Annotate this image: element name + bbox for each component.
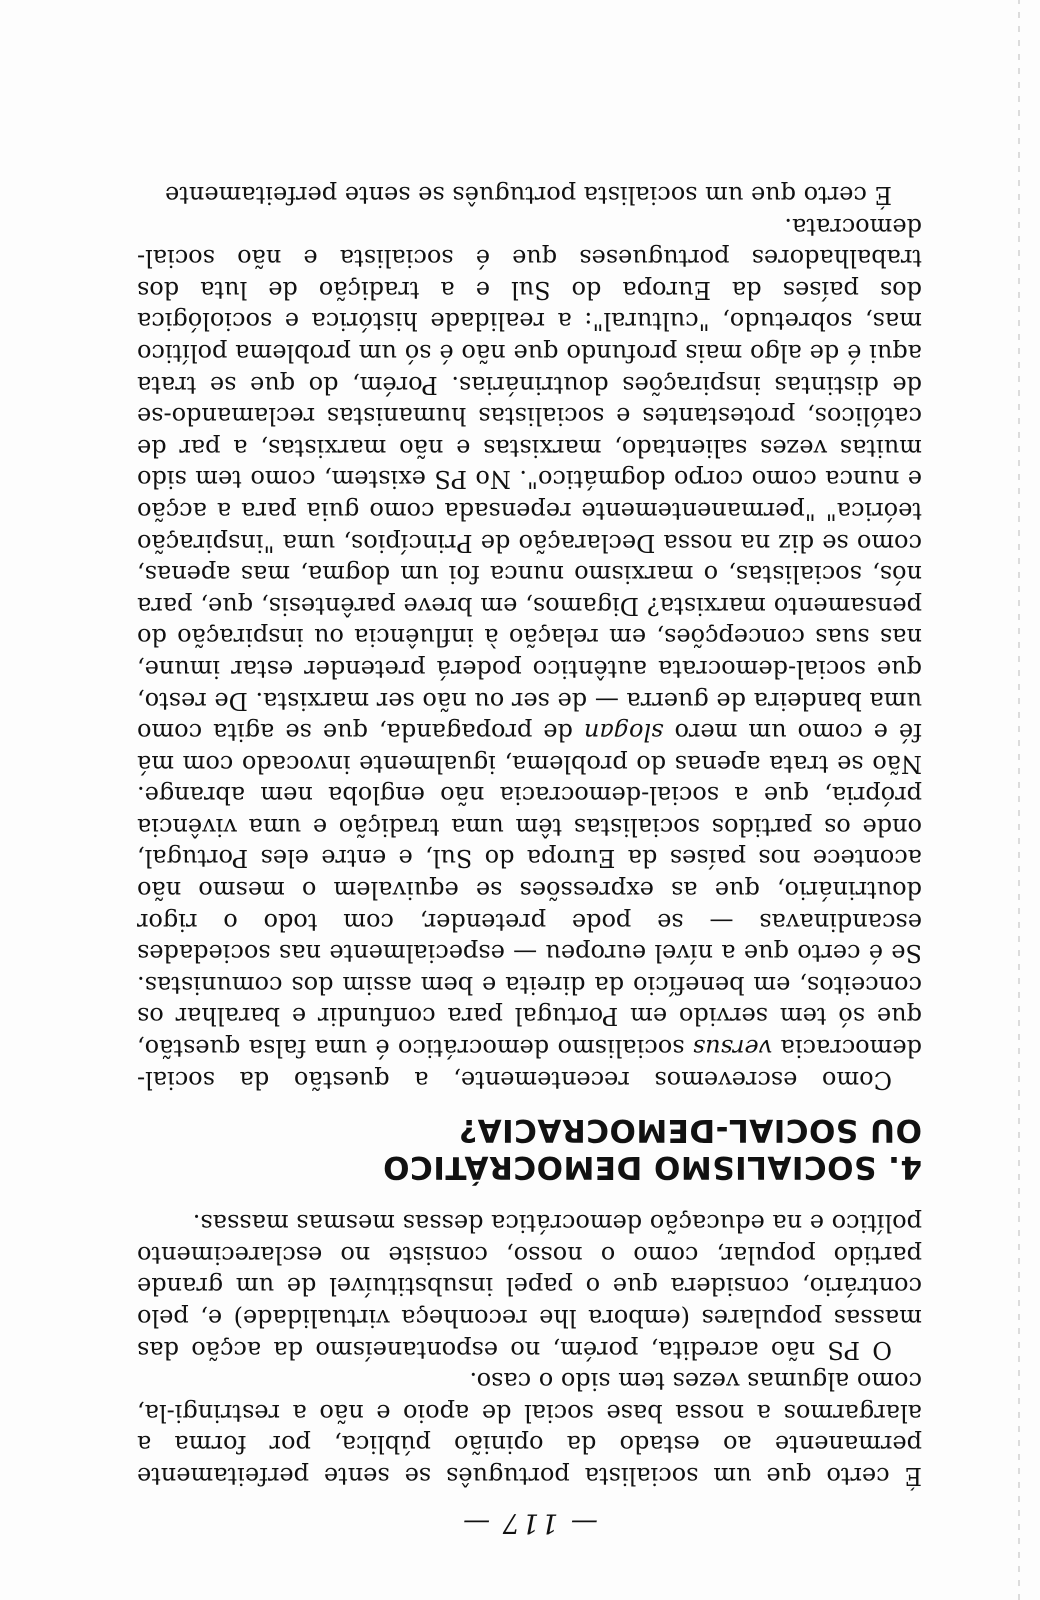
document-content	[137, 178, 922, 1538]
paragraph-closing	[137, 178, 922, 210]
section-title-line-2: OU SOCIAL-DEMOCRACIA?	[458, 1111, 922, 1148]
paragraph-main	[137, 210, 922, 1095]
section-number: 4.	[887, 1148, 922, 1185]
paragraph-continuation	[137, 1365, 922, 1491]
ps-paragraph-text: O PS não acredita, porém, no espontaneísmo da acção das massas populares (embora lhe reconheça virtualidade) e, pelo contrário, considera que o papel insubstituível de um grande partido popular, como o nosso, consiste no esclarecimento político e na educação democrática dessas mesmas massas.	[137, 1209, 922, 1364]
paragraph-ps	[137, 1207, 922, 1365]
section-heading-line-1	[137, 1148, 922, 1185]
scan-edge-line	[1018, 0, 1020, 1600]
main-text-3: de propaganda, que se agita como uma bandeira de guerra — de ser ou não ser marxista. De resto, que social-democrata autêntico poderá pretender estar imune, nas suas concepções, em relação à influência ou inspiração do pensamento marxista? Digamos, em breve parêntesis, que, para nós, socialistas, o marxismo nunca foi um dogma, mas apenas, como se diz na nossa Declaração de Princípios, uma "inspiração teórica" "permanentemente repensada como guia para a acção e nunca como corpo dogmático". No PS existem, como tem sido muitas vezes salientado, marxistas e não marxistas, a par de católicos, protestantes e socialistas humanistas reclamando-se de distintas inspirações doutrinárias. Porém, do que se trata aqui é de algo mais profundo que não é só um problema político mas, sobretudo, "cultural": a realidade histórica e sociológica dos países da Europa do Sul e a tradição de luta dos trabalhadores portugueses que é socialista e não social-democrata.	[137, 212, 922, 747]
section-heading	[137, 1111, 922, 1185]
main-text-1: Como escrevemos recentemente, a questão da social-democracia	[137, 1034, 922, 1094]
main-italic-versus: versus	[692, 1034, 773, 1063]
page-number-display: — 117 —	[461, 1507, 598, 1538]
closing-text: É certo que um socialista português se sente perfeitamente	[165, 181, 892, 210]
section-title-line-1: SOCIALISMO DEMOCRÁTICO	[382, 1148, 877, 1185]
main-italic-slogan: slogan	[583, 718, 664, 747]
main-text-2: socialismo democrático é uma falsa questão, que só tem servido em Portugal para confundir e baralhar os conceitos, em benefício da direita e bem assim dos comunistas. Se é certo que a nível europeu — especialmente nas sociedades escandinavas — se pode pretender, com todo o rigor doutrinário, que as expressões se equivalem o mesmo não acontece nos países da Europa do Sul, e entre eles Portugal, onde os partidos socialistas têm uma tradição e uma vivência própria, que a social-democracia não engloba nem abrange. Não se trata apenas do problema, igualmente invocado com má fé e como um mero	[137, 718, 922, 1063]
continuation-text: É certo que um socialista português se sente perfeitamente permanente ao estado da opinião pública, por forma a alargarmos a nossa base social de apoio e não a restringi-la, como algumas vezes tem sido o caso.	[137, 1367, 922, 1490]
